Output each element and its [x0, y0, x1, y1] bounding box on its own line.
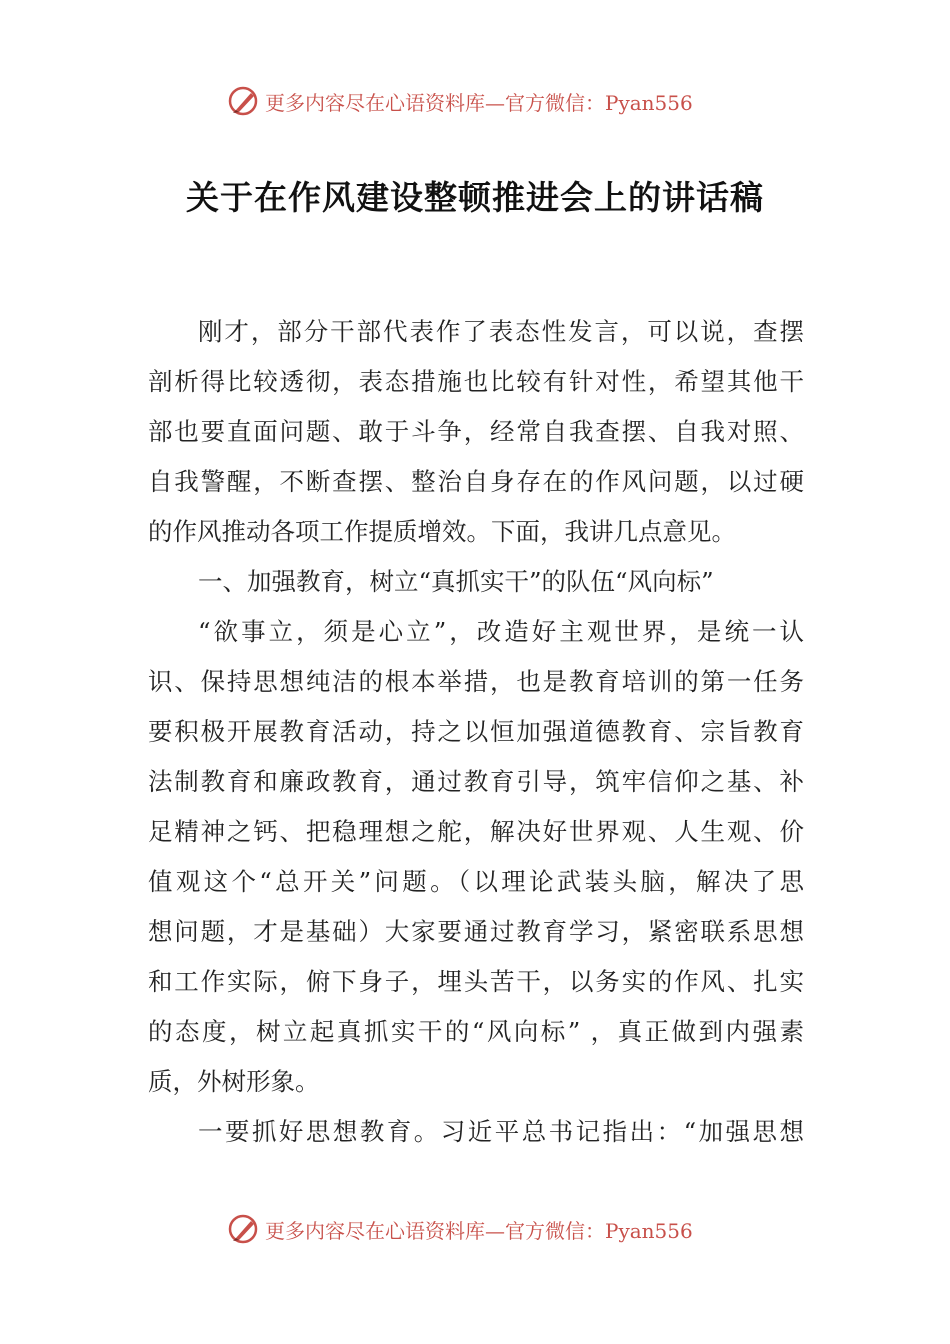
section-heading: 一、加强教育，树立“真抓实干”的队伍“风向标” [198, 567, 714, 596]
text-line: 法制教育和廉政教育，通过教育引导，筑牢信仰之基、补 [148, 767, 804, 796]
text-line: 要积极开展教育活动，持之以恒加强道德教育、宗旨教育 [148, 717, 804, 746]
text-line: 识、保持思想纯洁的根本举措，也是教育培训的第一任务 [148, 667, 804, 696]
text-line: 部也要直面问题、敢于斗争，经常自我查摆、自我对照、 [148, 417, 804, 446]
watermark-text: 更多内容尽在心语资料库—官方微信：Pyan556 [265, 1219, 693, 1243]
text-line: 想问题，才是基础）大家要通过教育学习，紧密联系思想 [148, 917, 804, 946]
text-line: 质，外树形象。 [148, 1067, 320, 1096]
text-line: 自我警醒，不断查摆、整治自身存在的作风问题，以过硬 [148, 467, 804, 496]
text-line: 刚才，部分干部代表作了表态性发言，可以说，查摆 [198, 317, 804, 346]
document-title: 关于在作风建设整顿推进会上的讲话稿 [186, 178, 764, 217]
pen-logo-icon [227, 1212, 261, 1246]
watermark-text: 更多内容尽在心语资料库—官方微信：Pyan556 [265, 91, 693, 115]
document-body [148, 307, 804, 1157]
text-line: 和工作实际，俯下身子，埋头苦干，以务实的作风、扎实 [148, 967, 804, 996]
pen-logo-icon [227, 84, 261, 118]
watermark-header [0, 82, 950, 122]
watermark-footer [0, 1210, 950, 1250]
text-line: 值观这个“总开关”问题。（以理论武装头脑，解决了思 [148, 867, 804, 896]
text-line: 一要抓好思想教育。习近平总书记指出：“加强思想 [198, 1117, 804, 1146]
text-line: “欲事立，须是心立”，改造好主观世界，是统一认 [198, 617, 804, 646]
text-line: 的作风推动各项工作提质增效。下面，我讲几点意见。 [148, 517, 736, 546]
text-line: 足精神之钙、把稳理想之舵，解决好世界观、人生观、价 [148, 817, 804, 846]
text-line: 剖析得比较透彻，表态措施也比较有针对性，希望其他干 [148, 367, 804, 396]
text-line: 的态度，树立起真抓实干的“风向标” ，真正做到内强素 [148, 1017, 804, 1046]
